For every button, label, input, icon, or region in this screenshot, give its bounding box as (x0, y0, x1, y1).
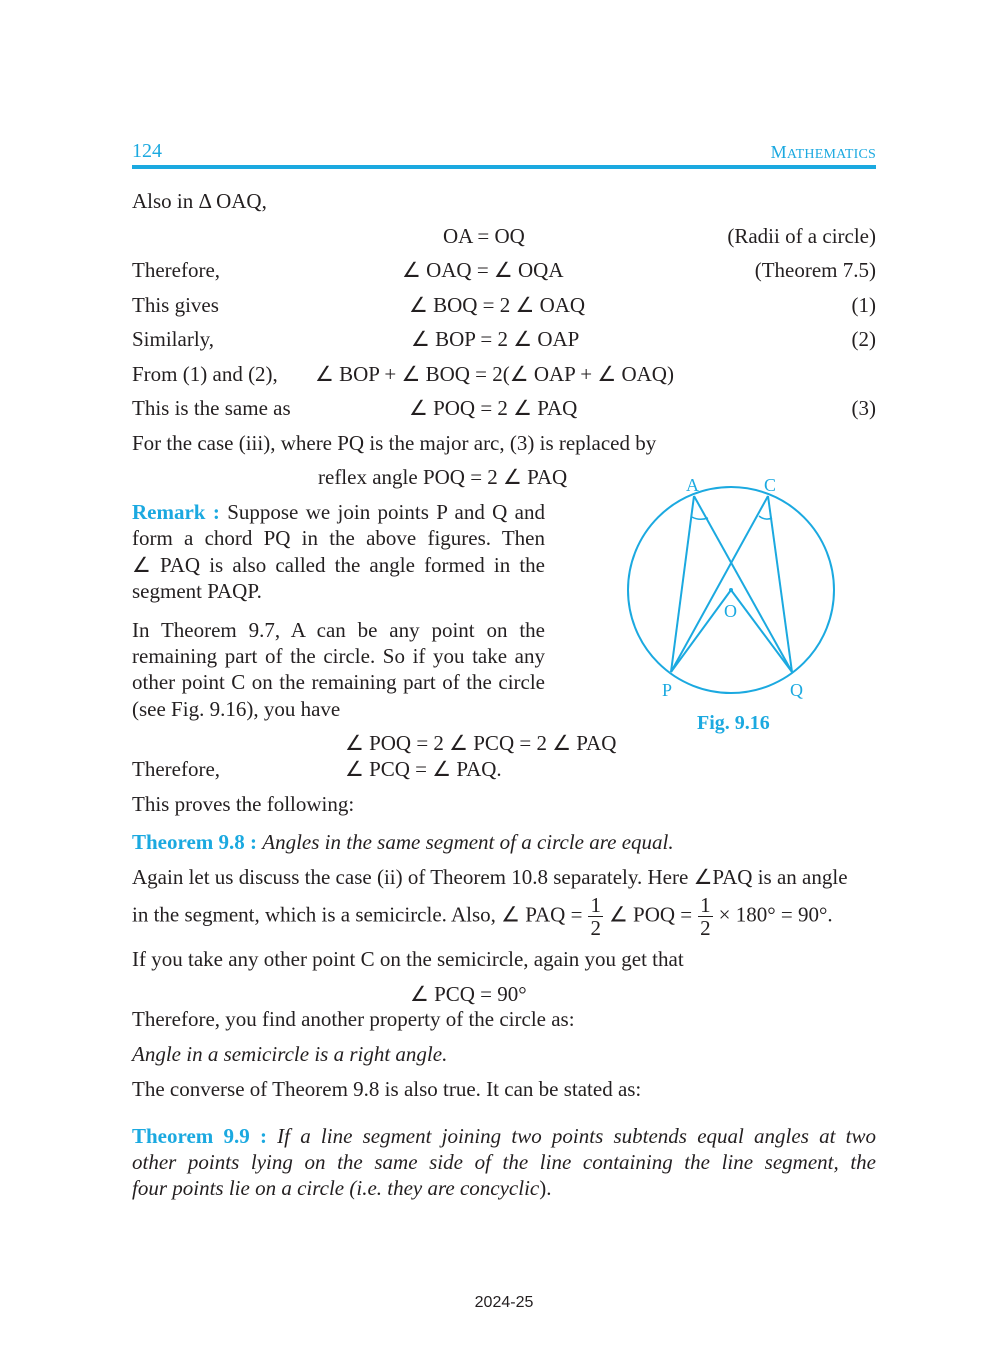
theorem-9-8 (132, 829, 674, 855)
subject-title (771, 142, 876, 163)
proof-expr-0: OA = OQ (443, 224, 525, 248)
proof-label-2: This gives (132, 293, 219, 317)
figure-9-16 (620, 460, 850, 710)
therefore-label: Therefore, (132, 757, 221, 781)
page-number: 124 (132, 140, 162, 162)
theorem-9-9-line-3: four points lie on a circle (i.e. they are concyclic). (132, 1176, 552, 1200)
semicircle-line-4: Therefore, you find another property of the circle as: (132, 1007, 575, 1031)
theorem-9-9-line-2: other points lying on the same side of the line containing the line segment, the (132, 1150, 876, 1174)
reflex-angle-eq: reflex angle POQ = 2 ∠ PAQ (318, 465, 568, 489)
t97-line-1: remaining part of the circle. So if you take any (132, 644, 545, 668)
line-aq (694, 496, 792, 672)
fraction-half-2: $\frac{1}{2}$ (700, 893, 711, 940)
proof-expr-1: ∠ OAQ = ∠ OQA (402, 258, 564, 282)
case-iii-text: For the case (iii), where PQ is the major arc, (3) is replaced by (132, 431, 657, 455)
theorem-9-9-label: Theorem 9.9 : (132, 1124, 267, 1148)
semicircle-line-2: in the segment, which is a semicircle. Also, ∠ PAQ = $\frac{1}{2}$ ∠ POQ = $\frac{1}{2}$ × 180° = 90°. (132, 893, 833, 940)
label-o: O (724, 601, 737, 621)
label-p: P (662, 680, 673, 700)
equality-2: ∠ PCQ = ∠ PAQ. (345, 757, 502, 781)
semicircle-line-1: Again let us discuss the case (ii) of Theorem 10.8 separately. Here ∠PAQ is an angle (132, 865, 848, 889)
fraction-half: $\frac{1}{2}$ (590, 893, 601, 940)
header-rule (132, 165, 876, 169)
proof-reason-1: (Theorem 7.5) (754, 258, 876, 282)
proof-reason-3: (2) (851, 327, 876, 351)
t97-line-0: In Theorem 9.7, A can be any point on the (132, 618, 545, 642)
proof-expr-4: ∠ BOP + ∠ BOQ = 2(∠ OAP + ∠ OAQ) (315, 362, 674, 386)
pcq-90-eq: ∠ PCQ = 90° (410, 982, 527, 1006)
center-point (729, 588, 733, 592)
proof-label-5: This is the same as (132, 396, 291, 420)
remark-line-2: ∠ PAQ is also called the angle formed in the (132, 553, 545, 577)
equality-1: ∠ POQ = 2 ∠ PCQ = 2 ∠ PAQ (345, 731, 617, 755)
t97-line-2: other point C on the remaining part of the circle (132, 670, 545, 694)
proof-label-1: Therefore, (132, 258, 221, 282)
remark-line-1: form a chord PQ in the above figures. Then (132, 526, 545, 550)
label-c: C (764, 475, 777, 495)
converse-text: The converse of Theorem 9.8 is also true. It can be stated as: (132, 1077, 642, 1101)
proof-reason-2: (1) (851, 293, 876, 317)
theorem-9-9-line-1: Theorem 9.9 : If a line segment joining two points subtends equal angles at two (132, 1124, 876, 1148)
remark-line-0: Remark : Suppose we join points P and Q and (132, 500, 545, 524)
proof-expr-3: ∠ BOP = 2 ∠ OAP (411, 327, 580, 351)
line-cp (671, 496, 768, 672)
theorem-9-8-label: Theorem 9.8 : (132, 830, 258, 854)
proof-expr-2: ∠ BOQ = 2 ∠ OAQ (409, 293, 586, 317)
proof-reason-5: (3) (851, 396, 876, 420)
semicircle-line-3: If you take any other point C on the semicircle, again you get that (132, 947, 684, 971)
remark-label: Remark : (132, 500, 220, 524)
remark-line-3: segment PAQP. (132, 579, 262, 603)
proof-label-3: Similarly, (132, 327, 215, 351)
figure-caption: Fig. 9.16 (697, 712, 770, 734)
proof-intro: Also in Δ OAQ, (132, 189, 267, 213)
t97-line-3: (see Fig. 9.16), you have (132, 697, 341, 721)
proves-text: This proves the following: (132, 792, 355, 816)
theorem-9-8-statement: Angles in the same segment of a circle are equal. (262, 830, 674, 854)
proof-expr-5: ∠ POQ = 2 ∠ PAQ (409, 396, 578, 420)
subject-title-rest: ATHEMATICS (786, 147, 876, 162)
label-q: Q (790, 680, 803, 700)
semicircle-property: Angle in a semicircle is a right angle. (132, 1042, 448, 1066)
footer-year: 2024-25 (474, 1294, 534, 1311)
subject-title-initial: M (770, 142, 787, 162)
proof-label-4: From (1) and (2), (132, 362, 278, 386)
label-a: A (686, 475, 699, 495)
proof-reason-0: (Radii of a circle) (727, 224, 876, 248)
